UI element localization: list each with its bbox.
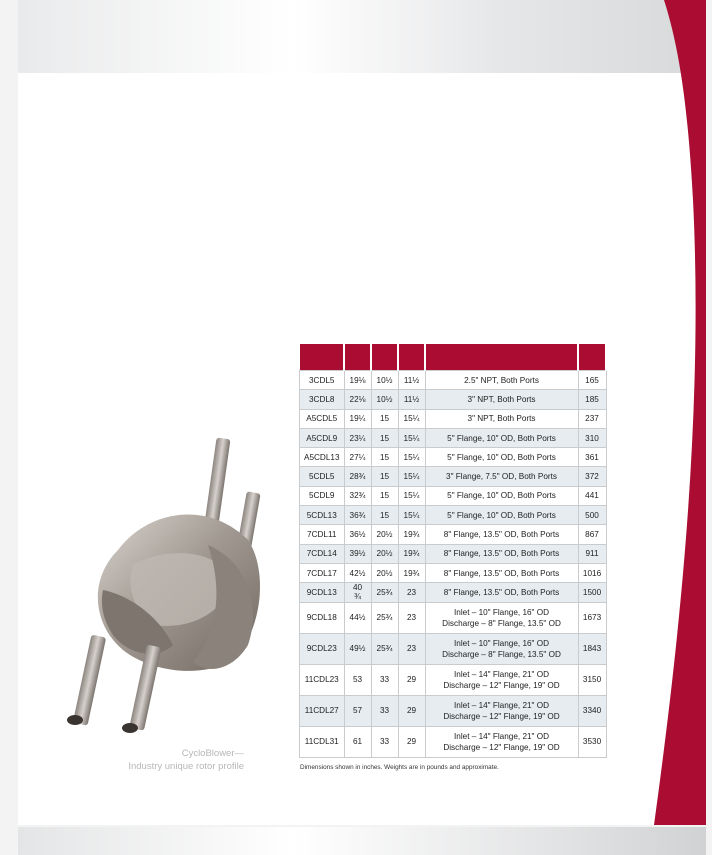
connection-line: Inlet – 14" Flange, 21" OD bbox=[454, 731, 550, 741]
dim-b-cell: 15 bbox=[371, 467, 398, 486]
header-model bbox=[300, 344, 345, 371]
weight-cell: 441 bbox=[578, 486, 606, 505]
dim-a-cell: 23¼ bbox=[344, 428, 371, 447]
dim-c-cell: 15¼ bbox=[398, 506, 425, 525]
connection-line: Discharge – 12" Flange, 19" OD bbox=[443, 680, 560, 690]
connection-line: 8" Flange, 13.5" OD, Both Ports bbox=[443, 530, 560, 540]
header-weight bbox=[578, 344, 606, 371]
weight-cell: 867 bbox=[578, 525, 606, 544]
weight-cell: 310 bbox=[578, 428, 606, 447]
dim-b-cell: 25¾ bbox=[371, 602, 398, 633]
dim-a-cell: 57 bbox=[344, 695, 371, 726]
dim-c-cell: 15¼ bbox=[398, 428, 425, 447]
connection-line: Discharge – 12" Flange, 19" OD bbox=[443, 742, 560, 752]
dim-a-cell: 36½ bbox=[344, 525, 371, 544]
dim-b-cell: 20½ bbox=[371, 563, 398, 582]
dim-a-cell: 40 ¾ bbox=[344, 583, 371, 602]
specifications-table bbox=[299, 344, 607, 758]
page-sheet bbox=[18, 0, 706, 825]
dim-a-cell: 19¼ bbox=[344, 409, 371, 428]
dim-a-cell: 42½ bbox=[344, 563, 371, 582]
table-header-row bbox=[300, 344, 607, 371]
dim-a-cell: 49½ bbox=[344, 633, 371, 664]
dim-c-cell: 29 bbox=[398, 695, 425, 726]
table-row bbox=[300, 563, 607, 582]
connection-line: 2.5" NPT, Both Ports bbox=[464, 375, 539, 385]
connection-line: 5" Flange, 10" OD, Both Ports bbox=[447, 491, 556, 501]
dim-b-cell: 10½ bbox=[371, 390, 398, 409]
connection-cell bbox=[425, 633, 578, 664]
connection-line: 5" Flange, 10" OD, Both Ports bbox=[447, 452, 556, 462]
model-cell: 3CDL5 bbox=[300, 371, 345, 390]
table-row bbox=[300, 467, 607, 486]
model-cell: 7CDL17 bbox=[300, 563, 345, 582]
weight-cell: 500 bbox=[578, 506, 606, 525]
weight-cell: 1843 bbox=[578, 633, 606, 664]
header-band bbox=[18, 0, 706, 73]
weight-cell: 1016 bbox=[578, 563, 606, 582]
connection-line: Inlet – 10" Flange, 16" OD bbox=[454, 607, 550, 617]
connection-cell bbox=[425, 390, 578, 409]
dim-c-cell: 29 bbox=[398, 664, 425, 695]
table-row bbox=[300, 428, 607, 447]
dim-b-cell: 33 bbox=[371, 695, 398, 726]
dim-c-cell: 15¼ bbox=[398, 486, 425, 505]
model-cell: 7CDL14 bbox=[300, 544, 345, 563]
connection-line: Inlet – 14" Flange, 21" OD bbox=[454, 700, 550, 710]
dim-a-cell: 22⅛ bbox=[344, 390, 371, 409]
table-row bbox=[300, 486, 607, 505]
dim-a-cell: 19⅛ bbox=[344, 371, 371, 390]
table-row bbox=[300, 695, 607, 726]
connection-cell bbox=[425, 544, 578, 563]
dim-a-cell: 39½ bbox=[344, 544, 371, 563]
connection-cell bbox=[425, 602, 578, 633]
connection-cell bbox=[425, 467, 578, 486]
connection-line: 5" Flange, 10" OD, Both Ports bbox=[447, 510, 556, 520]
dim-c-cell: 23 bbox=[398, 602, 425, 633]
dim-c-cell: 23 bbox=[398, 633, 425, 664]
weight-cell: 361 bbox=[578, 448, 606, 467]
table-row bbox=[300, 544, 607, 563]
table-row bbox=[300, 525, 607, 544]
model-cell: 9CDL23 bbox=[300, 633, 345, 664]
connection-line: 8" Flange, 13.5" OD, Both Ports bbox=[443, 549, 560, 559]
table-row bbox=[300, 409, 607, 428]
table-row bbox=[300, 602, 607, 633]
dim-b-cell: 33 bbox=[371, 664, 398, 695]
dim-b-cell: 15 bbox=[371, 448, 398, 467]
model-cell: 9CDL18 bbox=[300, 602, 345, 633]
header-dim-c bbox=[398, 344, 425, 371]
dim-b-cell: 33 bbox=[371, 726, 398, 757]
connection-cell bbox=[425, 486, 578, 505]
weight-cell: 3340 bbox=[578, 695, 606, 726]
dim-b-cell: 15 bbox=[371, 428, 398, 447]
weight-cell: 237 bbox=[578, 409, 606, 428]
model-cell: 11CDL27 bbox=[300, 695, 345, 726]
dim-a-cell: 53 bbox=[344, 664, 371, 695]
header-dim-b bbox=[371, 344, 398, 371]
model-cell: 5CDL9 bbox=[300, 486, 345, 505]
table-row bbox=[300, 664, 607, 695]
model-cell: A5CDL9 bbox=[300, 428, 345, 447]
dim-a-cell: 44½ bbox=[344, 602, 371, 633]
dim-a-cell: 32¾ bbox=[344, 486, 371, 505]
connection-cell bbox=[425, 695, 578, 726]
connection-cell bbox=[425, 525, 578, 544]
dim-a-cell: 27¼ bbox=[344, 448, 371, 467]
dim-b-cell: 25¾ bbox=[371, 583, 398, 602]
connection-cell bbox=[425, 726, 578, 757]
dim-b-cell: 25¾ bbox=[371, 633, 398, 664]
connection-line: Inlet – 14" Flange, 21" OD bbox=[454, 669, 550, 679]
rotor-photo bbox=[58, 430, 278, 740]
connection-cell bbox=[425, 371, 578, 390]
table-row bbox=[300, 506, 607, 525]
table-body bbox=[300, 371, 607, 758]
connection-cell bbox=[425, 428, 578, 447]
connection-cell bbox=[425, 409, 578, 428]
dim-c-cell: 15¼ bbox=[398, 409, 425, 428]
table-row bbox=[300, 633, 607, 664]
model-cell: 5CDL13 bbox=[300, 506, 345, 525]
dim-c-cell: 19¾ bbox=[398, 563, 425, 582]
dim-c-cell: 11½ bbox=[398, 390, 425, 409]
table-row bbox=[300, 371, 607, 390]
dim-b-cell: 20½ bbox=[371, 544, 398, 563]
table-row bbox=[300, 390, 607, 409]
weight-cell: 3150 bbox=[578, 664, 606, 695]
connection-line: 5" Flange, 10" OD, Both Ports bbox=[447, 433, 556, 443]
connection-line: 3" Flange, 7.5" OD, Both Ports bbox=[446, 472, 557, 482]
connection-line: Discharge – 12" Flange, 19" OD bbox=[443, 711, 560, 721]
connection-line: Discharge – 8" Flange, 13.5" OD bbox=[442, 649, 561, 659]
connection-cell bbox=[425, 563, 578, 582]
dim-c-cell: 11½ bbox=[398, 371, 425, 390]
weight-cell: 372 bbox=[578, 467, 606, 486]
header-connection bbox=[425, 344, 578, 371]
dim-b-cell: 15 bbox=[371, 486, 398, 505]
caption-title: CycloBlower— bbox=[181, 748, 244, 759]
model-cell: 11CDL23 bbox=[300, 664, 345, 695]
dim-c-cell: 15¼ bbox=[398, 467, 425, 486]
dim-b-cell: 15 bbox=[371, 409, 398, 428]
connection-cell bbox=[425, 583, 578, 602]
connection-cell bbox=[425, 506, 578, 525]
footer-band bbox=[18, 827, 706, 855]
table-row bbox=[300, 448, 607, 467]
header-dim-a bbox=[344, 344, 371, 371]
dim-a-cell: 28¾ bbox=[344, 467, 371, 486]
dim-c-cell: 15¼ bbox=[398, 448, 425, 467]
dim-a-cell: 36¾ bbox=[344, 506, 371, 525]
connection-cell bbox=[425, 664, 578, 695]
dim-c-cell: 23 bbox=[398, 583, 425, 602]
caption-subtitle: Industry unique rotor profile bbox=[128, 761, 244, 772]
connection-cell bbox=[425, 448, 578, 467]
model-cell: 11CDL31 bbox=[300, 726, 345, 757]
connection-line: Inlet – 10" Flange, 16" OD bbox=[454, 638, 550, 648]
model-cell: 5CDL5 bbox=[300, 467, 345, 486]
weight-cell: 185 bbox=[578, 390, 606, 409]
table-footnote: Dimensions shown in inches. Weights are in pounds and approximate. bbox=[300, 764, 499, 771]
weight-cell: 165 bbox=[578, 371, 606, 390]
dim-b-cell: 20½ bbox=[371, 525, 398, 544]
image-caption bbox=[128, 747, 244, 773]
dim-c-cell: 29 bbox=[398, 726, 425, 757]
model-cell: 7CDL11 bbox=[300, 525, 345, 544]
dim-b-cell: 10½ bbox=[371, 371, 398, 390]
weight-cell: 1673 bbox=[578, 602, 606, 633]
model-cell: A5CDL5 bbox=[300, 409, 345, 428]
dim-a-cell: 61 bbox=[344, 726, 371, 757]
dim-b-cell: 15 bbox=[371, 506, 398, 525]
dim-c-cell: 19¾ bbox=[398, 525, 425, 544]
connection-line: 3" NPT, Both Ports bbox=[467, 394, 536, 404]
weight-cell: 3530 bbox=[578, 726, 606, 757]
connection-line: 8" Flange, 13.5" OD, Both Ports bbox=[443, 587, 560, 597]
table-row bbox=[300, 583, 607, 602]
connection-line: Discharge – 8" Flange, 13.5" OD bbox=[442, 618, 561, 628]
model-cell: A5CDL13 bbox=[300, 448, 345, 467]
weight-cell: 1500 bbox=[578, 583, 606, 602]
weight-cell: 911 bbox=[578, 544, 606, 563]
model-cell: 3CDL8 bbox=[300, 390, 345, 409]
dim-c-cell: 19¾ bbox=[398, 544, 425, 563]
connection-line: 3" NPT, Both Ports bbox=[467, 414, 536, 424]
connection-line: 8" Flange, 13.5" OD, Both Ports bbox=[443, 568, 560, 578]
model-cell: 9CDL13 bbox=[300, 583, 345, 602]
table-row bbox=[300, 726, 607, 757]
